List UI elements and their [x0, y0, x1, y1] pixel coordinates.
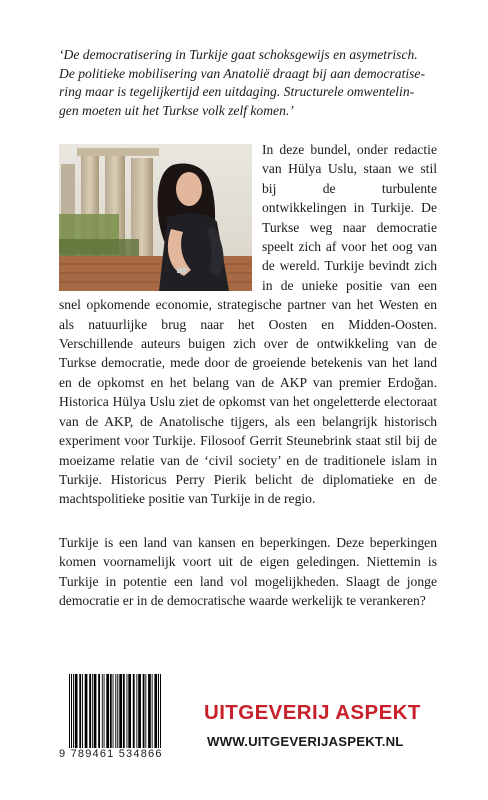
author-photo-illustration [59, 144, 252, 291]
intro-text: In deze bundel, onder redactie van Hülya Uslu, staan we stil bij de turbulente ontwikkelingen in Turkije. De Turkse weg naar democratie speelt zich af voor het oog van de wereld. Turkije bevindt zich in de unieke positie van een snel opkomende economie, strategische partner van het Westen en als natuurlijke brug naar het Oosten en Midden-Oosten. Verschillende auteurs buigen zich over de ontwikkeling van de Turkse democratie, mede door de groeiende betekenis van het land en de opkomst en het belang van de AKP van premier Erdoğan. Historica Hülya Uslu ziet de opkomst van het ongeletterde electoraat van de AKP, de Anatolische tijgers, als een belangrijk historisch experiment voor Turkije. Filosoof Gerrit Steunebrink staat stil bij de moeizame relatie van de ‘civil society’ en de traditionele islam in Turkije. Historicus Perry Pierik belicht de diplomatieke en de machtspolitieke positie van Turkije in de regio. [59, 142, 437, 507]
quote-line: ‘De democratisering in Turkije gaat schoksgewijs en asymetrisch. [59, 47, 418, 62]
publisher-name: UITGEVERIJ ASPEKT [204, 701, 421, 724]
isbn-digits: 9 789461 534866 [59, 748, 189, 760]
intro-paragraph [59, 140, 437, 509]
author-photo [59, 144, 252, 291]
quote-line: De politieke mobilisering van Anatolië draagt bij aan democratise- [59, 65, 425, 81]
quote-line: ring maar is tegelijkertijd een uitdaging. Structurele omwentelin- [59, 84, 415, 100]
closing-paragraph: Turkije is een land van kansen en beperkingen. Deze beperkingen komen voornamelijk voort uit de eigen geledingen. Niettemin is Turkije in potentie een land vol mogelijkheden. Slaagt de jonge democratie er in de democratische waarde werkelijk te verankeren? [59, 535, 437, 609]
publisher-website: WWW.UITGEVERIJASPEKT.NL [207, 734, 404, 749]
quote-line: gen moeten uit het Turkse volk zelf komen.’ [59, 102, 294, 118]
pull-quote [59, 46, 435, 120]
